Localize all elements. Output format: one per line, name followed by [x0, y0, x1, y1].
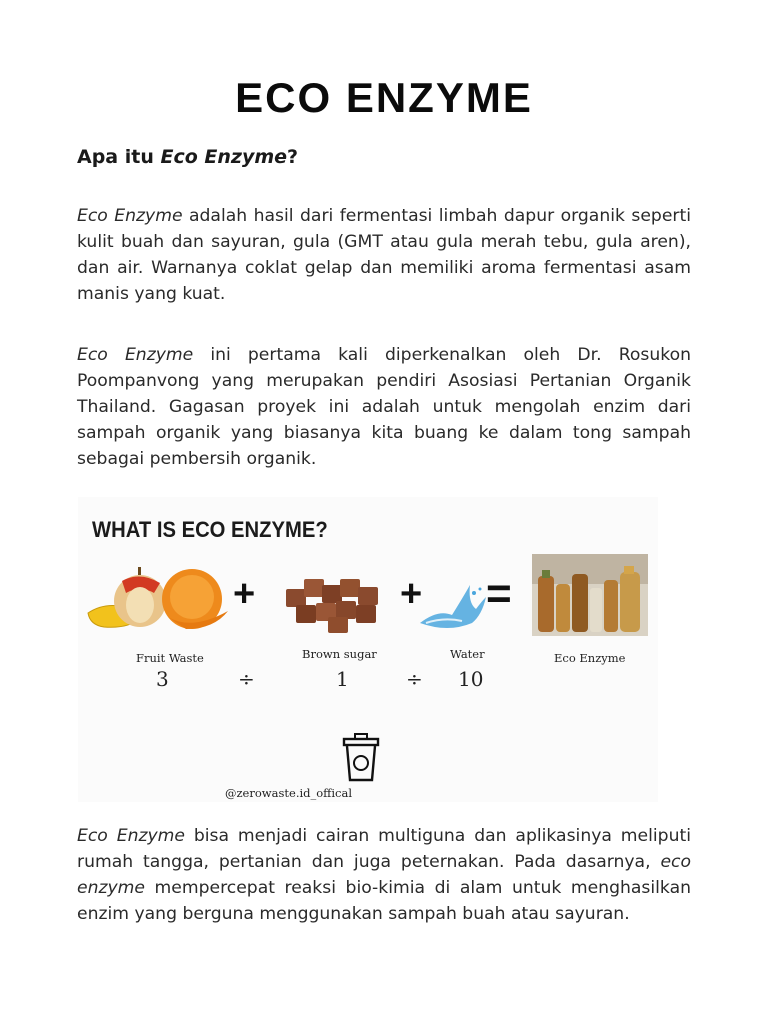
page-subtitle — [77, 146, 298, 168]
page-title: ECO ENZYME — [235, 74, 533, 121]
water-label: Water — [450, 647, 485, 661]
divide-sign: ÷ — [238, 667, 255, 691]
brown-sugar-image — [282, 575, 392, 635]
sugar-ratio-value: 1 — [336, 667, 349, 691]
fruit-waste-image — [82, 567, 232, 635]
paragraph-emphasis: Eco Enzyme — [77, 345, 194, 365]
plus-sign: + — [233, 573, 256, 615]
water-image — [418, 579, 488, 631]
paragraph-definition — [77, 203, 691, 307]
paragraph-history — [77, 342, 691, 472]
fruit-waste-label: Fruit Waste — [136, 651, 204, 665]
infographic-title: WHAT IS ECO ENZYME? — [92, 517, 328, 542]
paragraph-text: ini pertama kali diperkenalkan oleh Dr. Rosukon Poompanvong yang merupakan pendiri Asosiasi Pertanian Organik Thailand. Gagasan proyek ini adalah untuk mengolah enzim dari sampah organik yang biasanya kita buang ke dalam tong sampah sebagai pembersih organik. — [77, 345, 691, 469]
subtitle-emphasis: Eco Enzyme — [160, 146, 288, 168]
plus-sign: + — [400, 573, 423, 615]
trash-bin-icon — [342, 733, 380, 783]
subtitle-prefix: Apa itu — [77, 146, 161, 168]
paragraph-text: adalah hasil dari fermentasi limbah dapur organik seperti kulit buah dan sayuran, gula (GMT atau gula merah tebu, gula aren), dan air. Warnanya coklat gelap dan memiliki aroma fermentasi asam manis yang kuat. — [77, 206, 691, 304]
source-handle: @zerowaste.id_offical — [225, 786, 353, 800]
paragraph-text: bisa menjadi cairan multiguna dan aplikasinya meliputi rumah tangga, pertanian dan juga peternakan. Pada dasarnya, — [77, 826, 691, 872]
brown-sugar-label: Brown sugar — [302, 647, 377, 661]
eco-enzyme-label: Eco Enzyme — [554, 651, 626, 665]
paragraph-uses — [77, 823, 691, 927]
subtitle-suffix: ? — [287, 146, 299, 168]
paragraph-emphasis: Eco Enzyme — [77, 206, 183, 226]
paragraph-emphasis: eco enzyme — [77, 852, 691, 898]
divide-sign: ÷ — [406, 667, 423, 691]
fruit-ratio-value: 3 — [156, 667, 169, 691]
eco-enzyme-infographic — [78, 497, 658, 802]
water-ratio-value: 10 — [458, 667, 484, 691]
paragraph-text: mempercepat reaksi bio-kimia di alam untuk menghasilkan enzim yang berguna menggunakan sampah buah atau sayuran. — [77, 878, 691, 924]
paragraph-emphasis: Eco Enzyme — [77, 826, 185, 846]
equals-sign: = — [486, 569, 512, 618]
eco-enzyme-bottles-image — [532, 554, 648, 636]
